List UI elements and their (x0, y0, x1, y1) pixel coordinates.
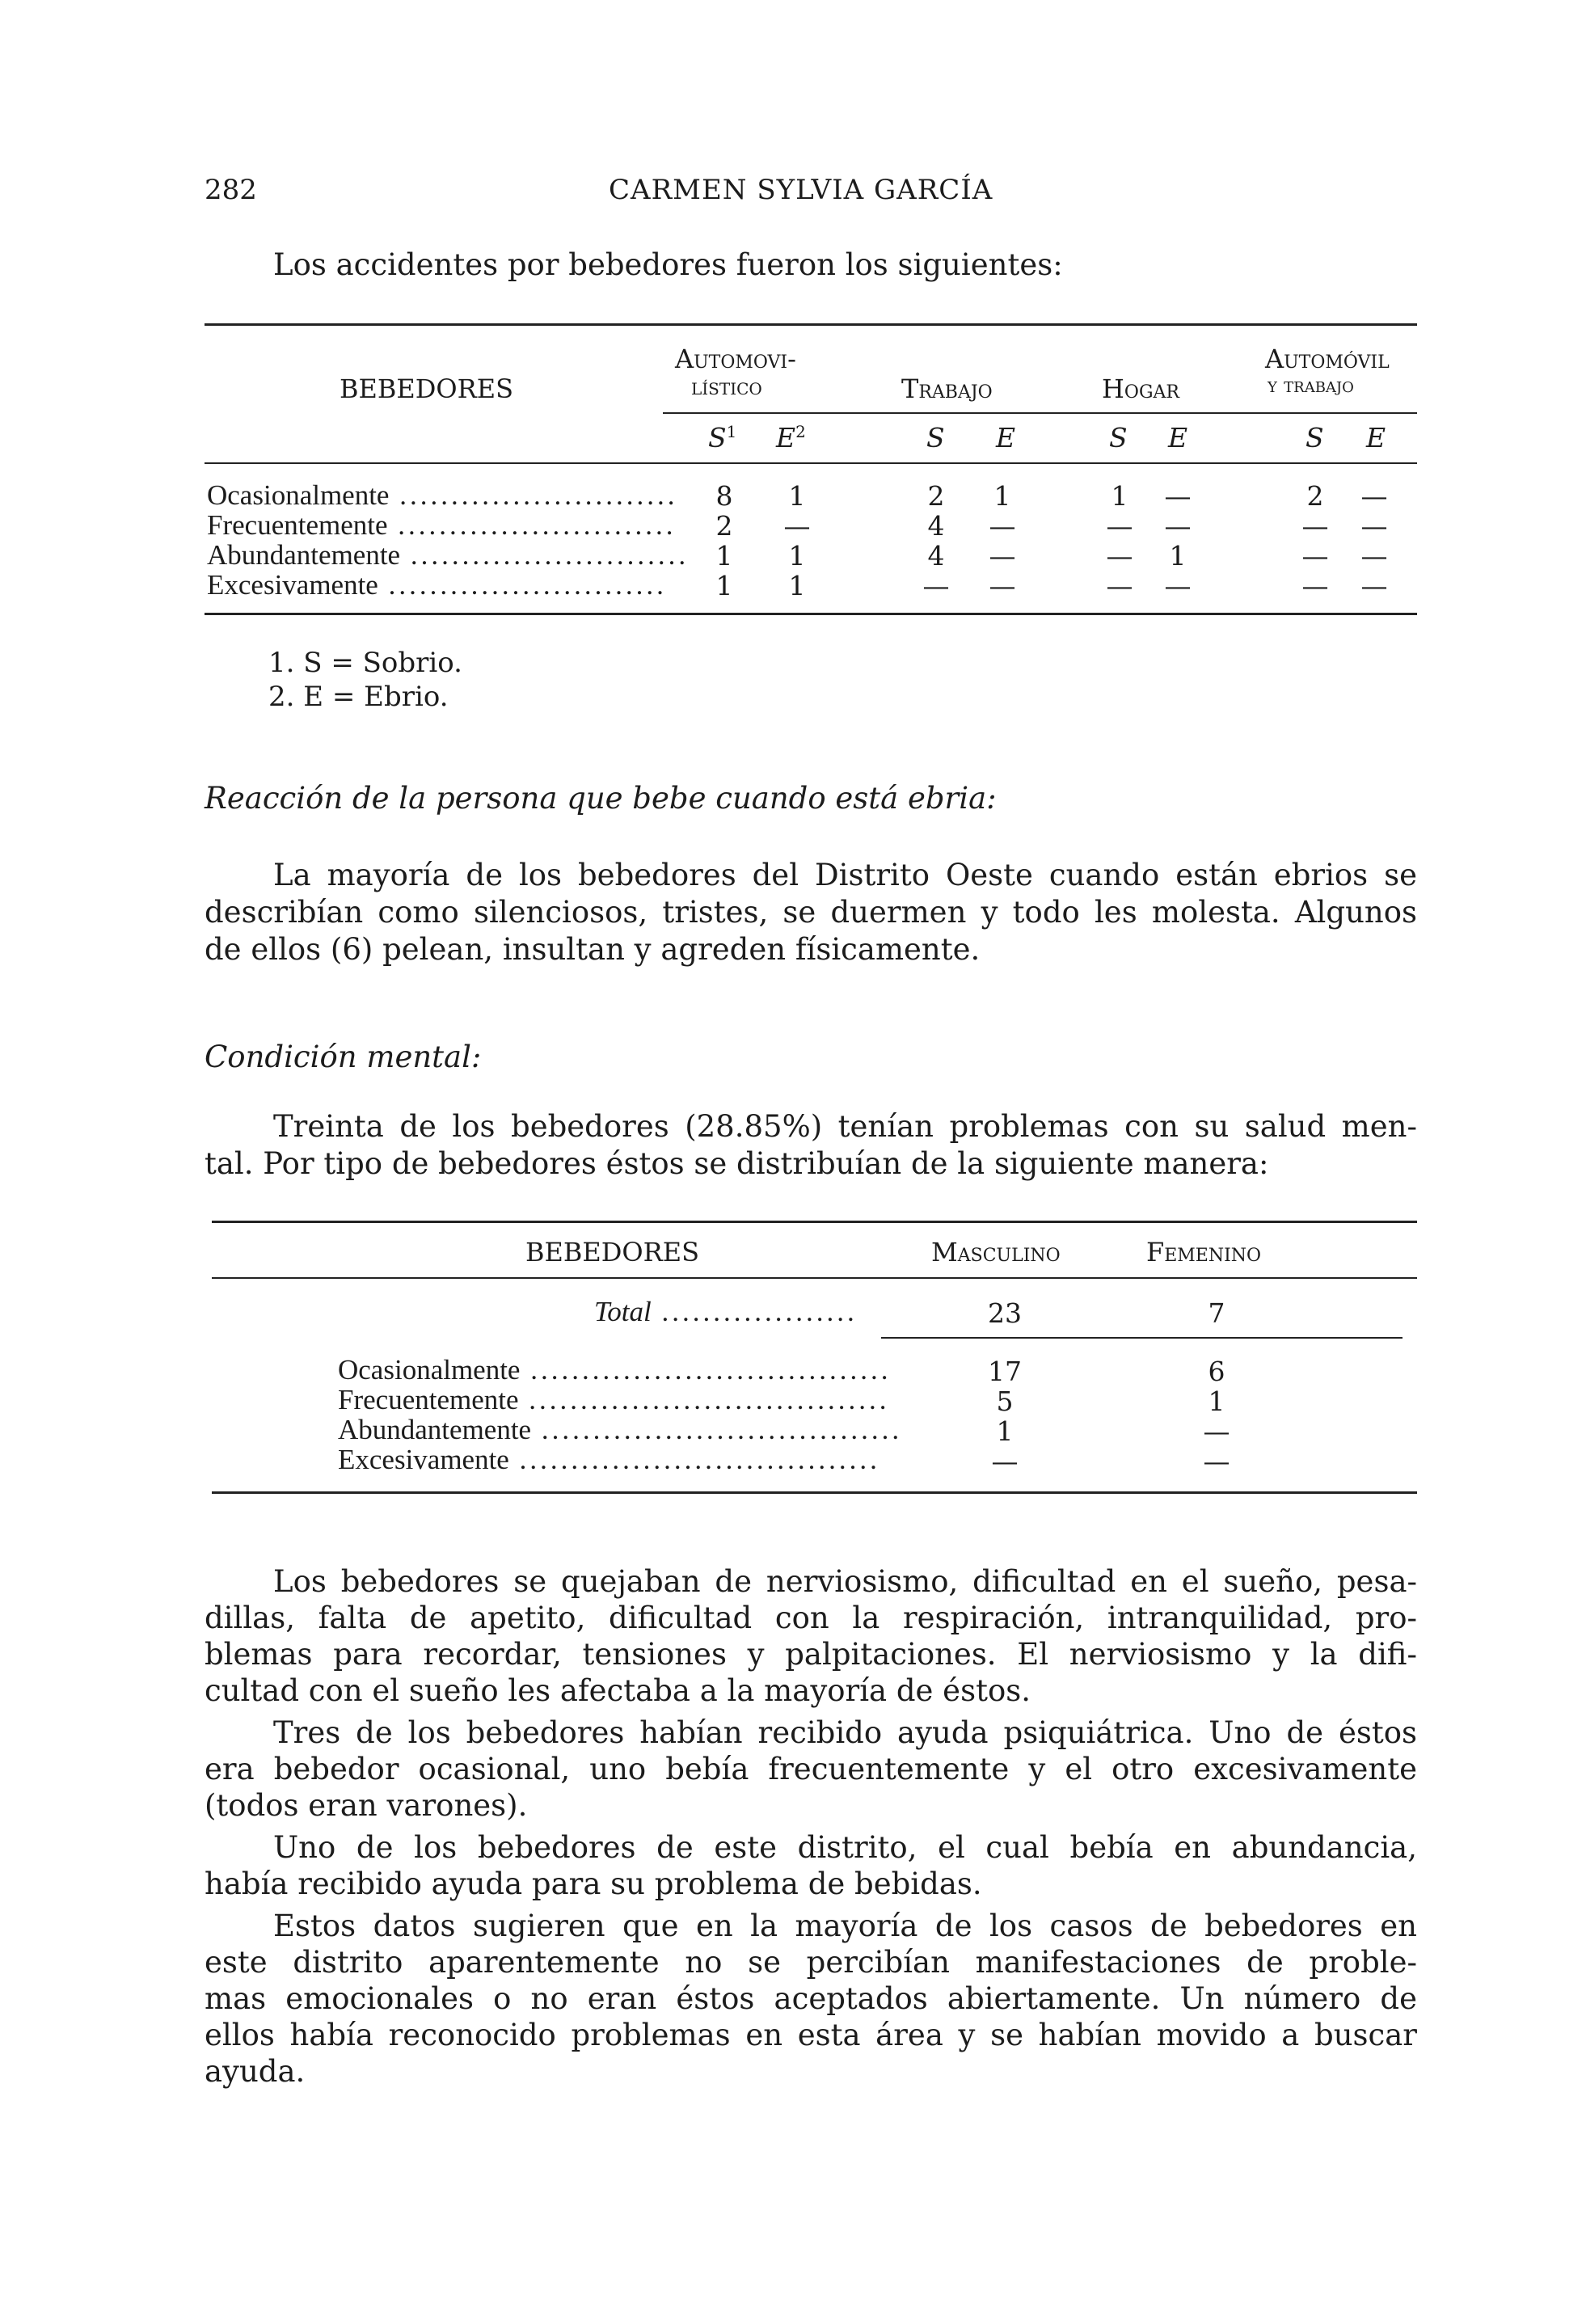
section1-line: La mayoría de los bebedores del Distrito Oeste cuando están ebrios se (273, 858, 1417, 892)
paragraph-line: ayuda. (205, 2054, 306, 2089)
t1-auto-s: S (1305, 422, 1324, 453)
t1-cell: — (783, 510, 811, 542)
t1-cell: 4 (927, 540, 945, 572)
t2-total-rule (881, 1337, 1403, 1339)
t2-row-label: Ocasionalmente ................................... (338, 1354, 892, 1386)
paragraph-line: este distrito aparentemente no se percibían manifestaciones de proble- (205, 1945, 1417, 1980)
paragraph-line: había recibido ayuda para su problema de bebidas. (205, 1866, 982, 1901)
table2-top-rule (212, 1221, 1417, 1223)
t1-cell: — (1301, 540, 1329, 572)
paragraph-line: blemas para recordar, tensiones y palpitaciones. El nerviosismo y la difi- (205, 1637, 1417, 1672)
t1-cell: — (1164, 510, 1192, 542)
t1-cell: 1 (788, 480, 806, 512)
t2-cell: — (991, 1445, 1019, 1477)
t2-cell: 17 (988, 1356, 1022, 1387)
t1-cell: — (1164, 570, 1192, 601)
t1-header-auto-2: lístico (691, 373, 762, 400)
t1-hogar-e: E (1168, 422, 1188, 453)
t1-cell: 1 (788, 570, 806, 601)
section1-line: de ellos (6) pelean, insultan y agreden físicamente. (205, 932, 981, 967)
t1-e2-label: $E^2$ (776, 422, 806, 453)
t1-row-label: Ocasionalmente ........................... (207, 479, 678, 511)
t1-cell: 2 (1306, 480, 1324, 512)
t1-cell: 2 (715, 510, 733, 542)
t1-header-auto-1: Automovi- (675, 344, 796, 374)
t1-cell: 8 (715, 480, 733, 512)
t1-cell: 4 (927, 510, 945, 542)
table1-bottom-rule (205, 613, 1417, 615)
section-title-condicion: Condición mental: (205, 1040, 482, 1074)
t1-trabajo-s: S (926, 422, 945, 453)
paragraph-line: Tres de los bebedores habían recibido ayuda psiquiátrica. Uno de éstos (273, 1715, 1417, 1750)
section2-line: Treinta de los bebedores (28.85%) tenían problemas con su salud men- (273, 1109, 1417, 1144)
section-title-reaccion: Reacción de la persona que bebe cuando está ebria: (205, 781, 997, 816)
paragraph-line: mas emocionales o no eran éstos aceptados abiertamente. Un número de (205, 1981, 1417, 2016)
paragraph-line: ellos había reconocido problemas en esta área y se habían movido a buscar (205, 2018, 1417, 2052)
t2-cell: 5 (996, 1386, 1014, 1417)
t2-cell: — (1203, 1445, 1230, 1477)
t1-auto-e: E (1366, 422, 1386, 453)
t1-cell: — (1360, 480, 1388, 512)
t1-s1-label: $S^1$ (708, 422, 737, 453)
t2-cell: 1 (996, 1415, 1014, 1447)
t1-row-label: Excesivamente ........................... (207, 569, 667, 601)
t1-cell: 1 (993, 480, 1011, 512)
t1-cell: — (1360, 510, 1388, 542)
t2-header-bebedores: BEBEDORES (525, 1237, 700, 1267)
paragraph-line: Uno de los bebedores de este distrito, el cual bebía en abundancia, (273, 1830, 1417, 1865)
table1-top-rule (205, 323, 1417, 326)
page-number: 282 (205, 174, 257, 206)
t1-cell: 1 (715, 540, 733, 572)
t2-total-femenino: 7 (1208, 1297, 1225, 1329)
t2-row-label: Abundantemente ................................... (338, 1414, 903, 1445)
t1-cell: — (989, 510, 1016, 542)
t1-row-label: Abundantemente ........................... (207, 539, 690, 571)
t1-cell: 1 (1169, 540, 1187, 572)
t1-header-trabajo: Trabajo (901, 373, 993, 404)
t1-cell: 1 (715, 570, 733, 601)
t1-cell: — (989, 570, 1016, 601)
t1-cell: — (1106, 570, 1133, 601)
paragraph-line: era bebedor ocasional, uno bebía frecuentemente y el otro excesivamente (205, 1752, 1417, 1786)
t1-hogar-s: S (1109, 422, 1128, 453)
t1-header-bebedores: BEBEDORES (340, 373, 514, 404)
paragraph-line: Los bebedores se quejaban de nerviosismo, dificultad en el sueño, pesa- (273, 1564, 1417, 1599)
t1-cell: 2 (927, 480, 945, 512)
t1-cell: — (1301, 510, 1329, 542)
running-author: CARMEN SYLVIA GARCÍA (609, 174, 993, 206)
intro-line: Los accidentes por bebedores fueron los siguientes: (273, 247, 1063, 282)
paragraph-line: cultad con el sueño les afectaba a la mayoría de éstos. (205, 1673, 1031, 1708)
t1-cell: — (989, 540, 1016, 572)
t2-cell: 1 (1208, 1386, 1225, 1417)
t1-footnote-2: 2. E = Ebrio. (268, 681, 449, 713)
t1-header-hogar: Hogar (1102, 373, 1179, 404)
t1-row-label: Frecuentemente ........................... (207, 509, 677, 541)
t1-footnote-1: 1. S = Sobrio. (268, 647, 462, 679)
t1-cell: 1 (788, 540, 806, 572)
t1-cell: — (1360, 540, 1388, 572)
t2-header-masculino: Masculino (931, 1237, 1061, 1267)
t1-cell: — (922, 570, 950, 601)
t1-cell: — (1106, 510, 1133, 542)
section2-line: tal. Por tipo de bebedores éstos se distribuían de la siguiente manera: (205, 1146, 1269, 1181)
t2-cell: 6 (1208, 1356, 1225, 1387)
paragraph-line: Estos datos sugieren que en la mayoría de los casos de bebedores en (273, 1909, 1417, 1943)
t2-total-label: Total ................... (594, 1296, 858, 1327)
t1-cell: — (1301, 570, 1329, 601)
t2-row-label: Frecuentemente ................................... (338, 1384, 890, 1415)
table2-bottom-rule (212, 1491, 1417, 1494)
t1-header-automovil-2: y trabajo (1268, 373, 1354, 398)
section1-line: describían como silenciosos, tristes, se duermen y todo les molesta. Algunos (205, 895, 1417, 930)
t1-sub-rule (663, 412, 1417, 414)
t2-header-femenino: Femenino (1146, 1237, 1262, 1267)
t1-header-automovil-1: Automóvil (1265, 344, 1390, 374)
t1-cell: — (1360, 570, 1388, 601)
t1-trabajo-e: E (996, 422, 1016, 453)
t1-head-rule (205, 462, 1417, 464)
t2-cell: — (1203, 1415, 1230, 1447)
t2-total-masculino: 23 (988, 1297, 1022, 1329)
t1-cell: 1 (1111, 480, 1128, 512)
page-header (205, 174, 1417, 214)
t1-cell: — (1164, 480, 1192, 512)
t2-row-label: Excesivamente ................................... (338, 1444, 880, 1475)
paragraph-line: dillas, falta de apetito, dificultad con la respiración, intranquilidad, pro- (205, 1601, 1417, 1635)
paragraph-line: (todos eran varones). (205, 1788, 528, 1823)
t2-head-rule (212, 1277, 1417, 1279)
t1-cell: — (1106, 540, 1133, 572)
